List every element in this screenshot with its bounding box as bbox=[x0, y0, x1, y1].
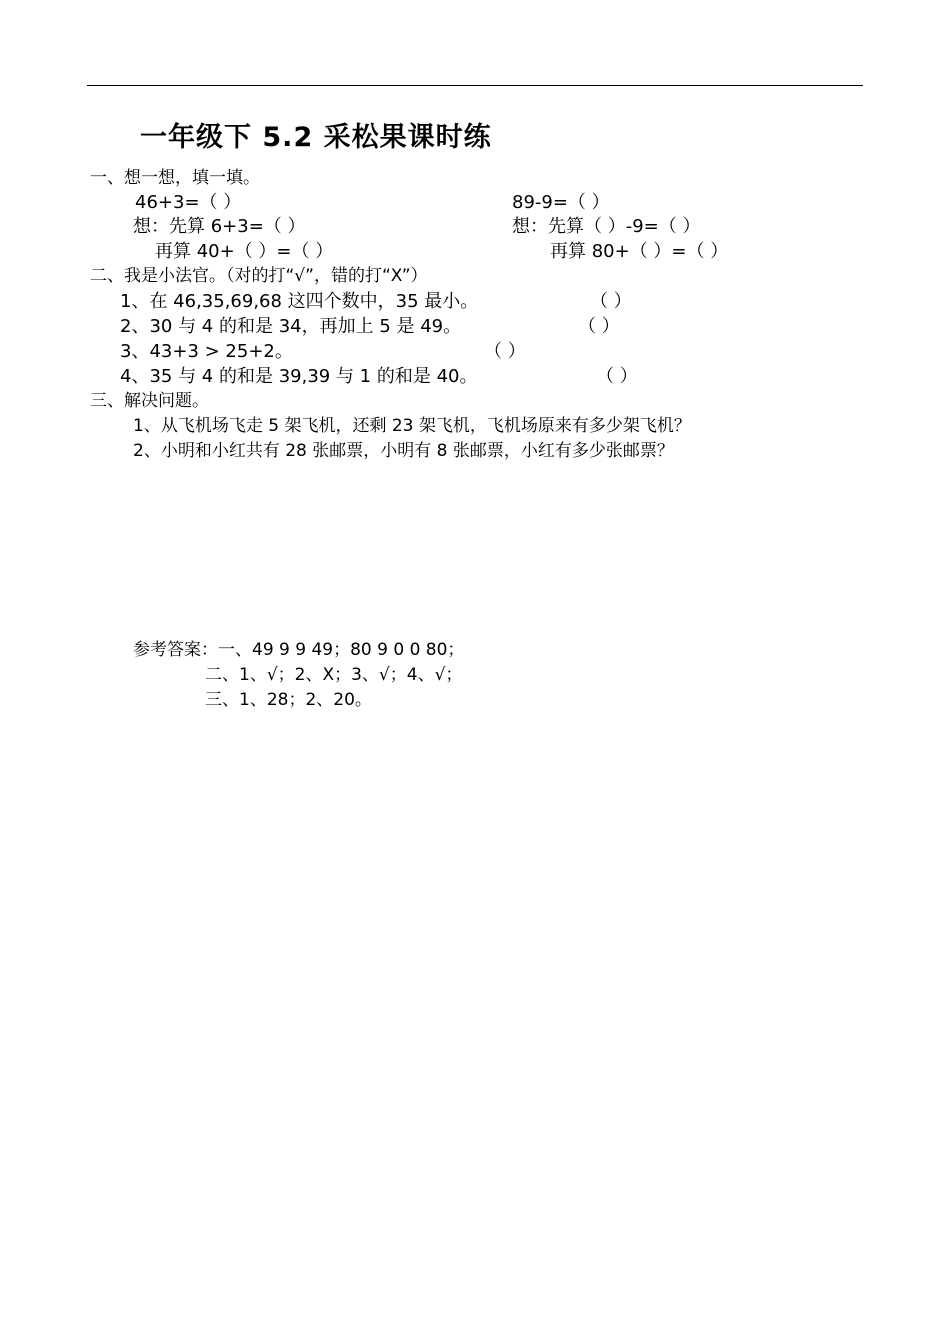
page-title: 一年级下 5.2 采松果课时练 bbox=[140, 122, 492, 153]
s2-item-2: 2、30 与 4 的和是 34，再加上 5 是 49。 bbox=[120, 316, 462, 337]
s2-item-3-answer-blank: （ ） bbox=[484, 341, 526, 362]
s1-right-think: 想：先算（ ）-9=（ ） bbox=[512, 216, 701, 237]
s2-item-1: 1、在 46,35,69,68 这四个数中，35 最小。 bbox=[120, 291, 479, 312]
s2-item-4-answer-blank: （ ） bbox=[596, 366, 638, 387]
s1-left-question: 46+3=（ ） bbox=[135, 192, 242, 213]
s2-item-1-answer-blank: （ ） bbox=[590, 291, 632, 312]
s1-right-question: 89-9=（ ） bbox=[512, 192, 610, 213]
answer-key-line-3: 三、1、28；2、20。 bbox=[205, 690, 372, 710]
s3-problem-1: 1、从飞机场飞走 5 架飞机，还剩 23 架飞机，飞机场原来有多少架飞机？ bbox=[133, 416, 691, 436]
answer-key-line-2: 二、1、√；2、X；3、√；4、√； bbox=[205, 665, 463, 685]
s2-item-4: 4、35 与 4 的和是 39,39 与 1 的和是 40。 bbox=[120, 366, 478, 387]
s2-item-2-answer-blank: （ ） bbox=[578, 316, 620, 337]
s2-item-3: 3、43+3 > 25+2。 bbox=[120, 341, 293, 362]
s1-right-then: 再算 80+（ ）=（ ） bbox=[550, 241, 729, 262]
section2-heading: 二、我是小法官。（对的打“√”，错的打“X”） bbox=[90, 266, 428, 286]
header-rule bbox=[87, 85, 863, 86]
answer-key-line-1: 参考答案：一、49 9 9 49；80 9 0 0 80； bbox=[133, 640, 465, 660]
s3-problem-2: 2、小明和小红共有 28 张邮票，小明有 8 张邮票，小红有多少张邮票？ bbox=[133, 441, 674, 461]
s1-left-then: 再算 40+（ ）=（ ） bbox=[155, 241, 334, 262]
section3-heading: 三、解决问题。 bbox=[90, 391, 209, 411]
section1-heading: 一、想一想，填一填。 bbox=[90, 168, 260, 188]
s1-left-think: 想：先算 6+3=（ ） bbox=[133, 216, 306, 237]
